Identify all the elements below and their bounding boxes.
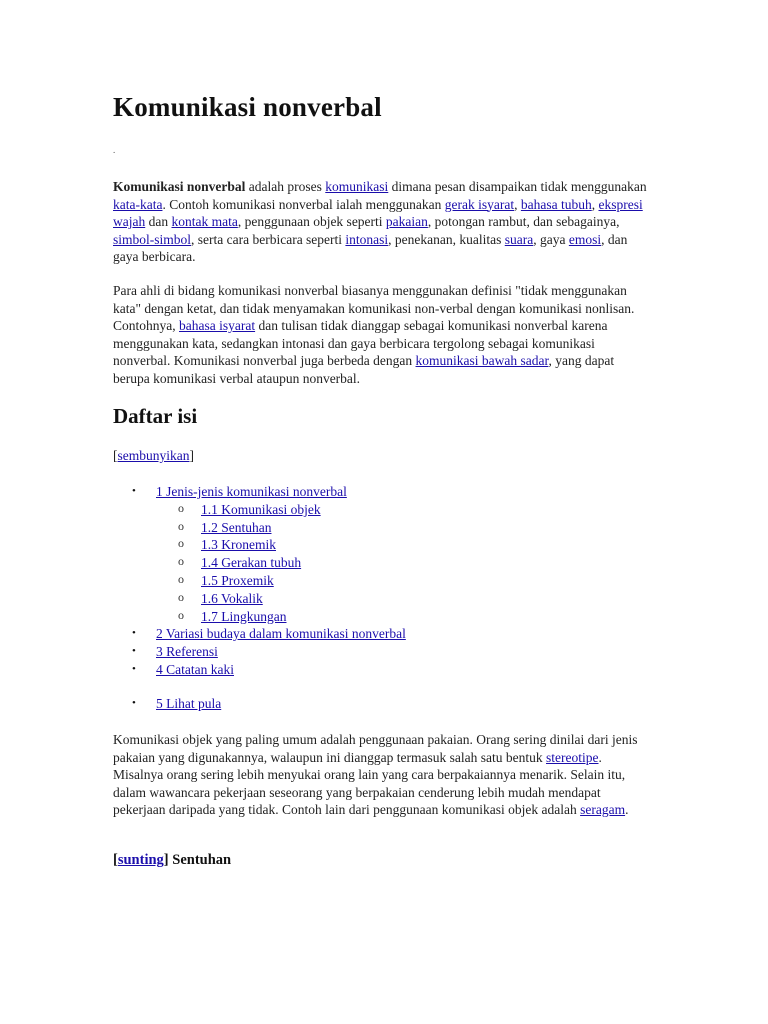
circle-bullet-icon: o — [178, 554, 184, 569]
toc-link-1-3[interactable]: 1.3 Kronemik — [201, 537, 276, 553]
bracket: ] — [189, 448, 194, 463]
definition-paragraph — [113, 282, 653, 388]
text: dan — [145, 214, 172, 230]
circle-bullet-icon: o — [178, 518, 184, 533]
toc-item — [113, 554, 653, 572]
link-komunikasi[interactable]: komunikasi — [325, 179, 389, 194]
edit-section-link[interactable]: sunting — [117, 852, 164, 868]
toc-link-1-7[interactable]: 1.7 Lingkungan — [201, 608, 287, 624]
toc-item — [113, 536, 653, 554]
toc-link-1-6[interactable]: 1.6 Vokalik — [201, 590, 263, 606]
toc-link-4[interactable]: 4 Catatan kaki — [156, 661, 234, 677]
toc-item — [113, 695, 653, 713]
text: Komunikasi objek yang paling umum adalah penggunaan pakaian. Orang sering dinilai dari jenis pakaian yang digunakannya, walaupun ini dianggap termasuk salah satu bentuk — [113, 732, 638, 765]
link-komunikasi-bawah-sadar[interactable]: komunikasi bawah sadar — [415, 353, 549, 369]
toc-item — [113, 519, 653, 537]
text: , potongan rambut, dan sebagainya, — [427, 214, 620, 230]
bullet-icon: • — [132, 662, 136, 675]
bracket: [ — [113, 852, 118, 868]
text: , — [514, 196, 521, 212]
toc-link-1[interactable]: 1 Jenis-jenis komunikasi nonverbal — [156, 484, 347, 499]
link-kata-kata[interactable]: kata-kata — [113, 196, 163, 212]
bullet-icon: • — [132, 697, 136, 709]
bullet-icon: • — [132, 645, 136, 658]
toc-link-5[interactable]: 5 Lihat pula — [156, 696, 222, 711]
link-emosi[interactable]: emosi — [568, 231, 602, 247]
link-gerak-isyarat[interactable]: gerak isyarat — [444, 196, 515, 212]
link-stereotipe[interactable]: stereotipe — [546, 749, 599, 765]
text: , penekanan, kualitas — [388, 231, 505, 247]
circle-bullet-icon: o — [178, 607, 184, 622]
toc-item — [113, 501, 653, 519]
toc-list — [113, 483, 653, 679]
text: dan tulisan tidak dianggap sebagai komunikasi nonverbal karena menggunakan kata, sedangkan intonasi dan gaya berbicara tergolong sebagai komunikasi nonverbal. Komunikasi nonverbal juga berbeda dengan — [113, 318, 608, 369]
text: , yang dapat berupa komunikasi verbal ataupun nonverbal. — [113, 353, 615, 386]
text: . Misalnya orang sering lebih menyukai orang lain yang cara berpakaiannya menarik. Selain itu, dalam wawancara pekerjaan seseorang yang berpakaian cenderung lebih mudah mendapat pekerjaan daripada yang tidak. Contoh lain dari penggunaan komunikasi objek adalah — [113, 749, 626, 818]
text: , gaya — [533, 231, 569, 247]
circle-bullet-icon: o — [178, 589, 184, 604]
toc-item — [113, 590, 653, 608]
toc-item — [113, 483, 653, 501]
text: dimana pesan disampaikan tidak menggunakan — [388, 179, 647, 194]
toc-link-2[interactable]: 2 Variasi budaya dalam komunikasi nonverbal — [156, 626, 406, 642]
link-pakaian[interactable]: pakaian — [385, 214, 428, 230]
link-seragam[interactable]: seragam — [580, 802, 626, 818]
toc-item — [113, 643, 653, 661]
text: Para ahli di bidang komunikasi nonverbal biasanya menggunakan definisi "tidak menggunakan kata" dengan ketat, dan tidak menyamakan komunikasi non-verbal dengan komunikasi nonlisan. Contohnya, — [113, 283, 635, 334]
toc-item — [113, 661, 653, 679]
toc-heading: Daftar isi — [113, 404, 198, 428]
link-intonasi[interactable]: intonasi — [345, 231, 389, 247]
text: , — [591, 196, 599, 212]
objek-paragraph — [113, 731, 653, 819]
intro-paragraph — [113, 178, 653, 266]
text: . Contoh komunikasi nonverbal ialah menggunakan — [162, 196, 445, 212]
toc-item — [113, 608, 653, 626]
bracket: ] — [163, 852, 169, 868]
bullet-icon: • — [132, 485, 136, 497]
circle-bullet-icon: o — [178, 500, 184, 515]
toc-toggle — [113, 448, 194, 464]
bullet-icon: • — [132, 627, 136, 640]
toc-item — [113, 572, 653, 590]
link-kontak-mata[interactable]: kontak mata — [171, 214, 238, 230]
toc-hide-link[interactable]: sembunyikan — [117, 448, 190, 463]
toc-link-1-1[interactable]: 1.1 Komunikasi objek — [201, 501, 321, 517]
text: , dan gaya berbicara. — [113, 231, 628, 265]
link-simbol-simbol[interactable]: simbol-simbol — [113, 231, 192, 247]
circle-bullet-icon: o — [178, 571, 184, 586]
link-ekspresi-wajah[interactable]: ekspresi wajah — [113, 196, 643, 230]
toc-link-3[interactable]: 3 Referensi — [156, 644, 218, 660]
text: , serta cara berbicara seperti — [191, 231, 346, 247]
link-bahasa-tubuh[interactable]: bahasa tubuh — [520, 196, 592, 212]
toc-link-1-4[interactable]: 1.4 Gerakan tubuh — [201, 555, 302, 571]
separator-dot: . — [113, 145, 116, 155]
page-title: Komunikasi nonverbal — [113, 92, 382, 122]
section-title: Sentuhan — [168, 852, 232, 868]
intro-term: Komunikasi nonverbal — [113, 179, 246, 194]
text: , penggunaan objek seperti — [237, 214, 386, 230]
toc-list-tail — [113, 695, 653, 713]
text: adalah proses — [245, 179, 326, 194]
link-bahasa-isyarat[interactable]: bahasa isyarat — [179, 318, 256, 334]
bracket: [ — [113, 448, 118, 463]
text: . — [625, 802, 629, 818]
toc-link-1-5[interactable]: 1.5 Proxemik — [201, 572, 274, 588]
section-heading-sentuhan — [113, 852, 231, 869]
toc-item — [113, 625, 653, 643]
link-suara[interactable]: suara — [504, 231, 534, 247]
circle-bullet-icon: o — [178, 536, 184, 551]
toc-link-1-2[interactable]: 1.2 Sentuhan — [201, 519, 272, 535]
